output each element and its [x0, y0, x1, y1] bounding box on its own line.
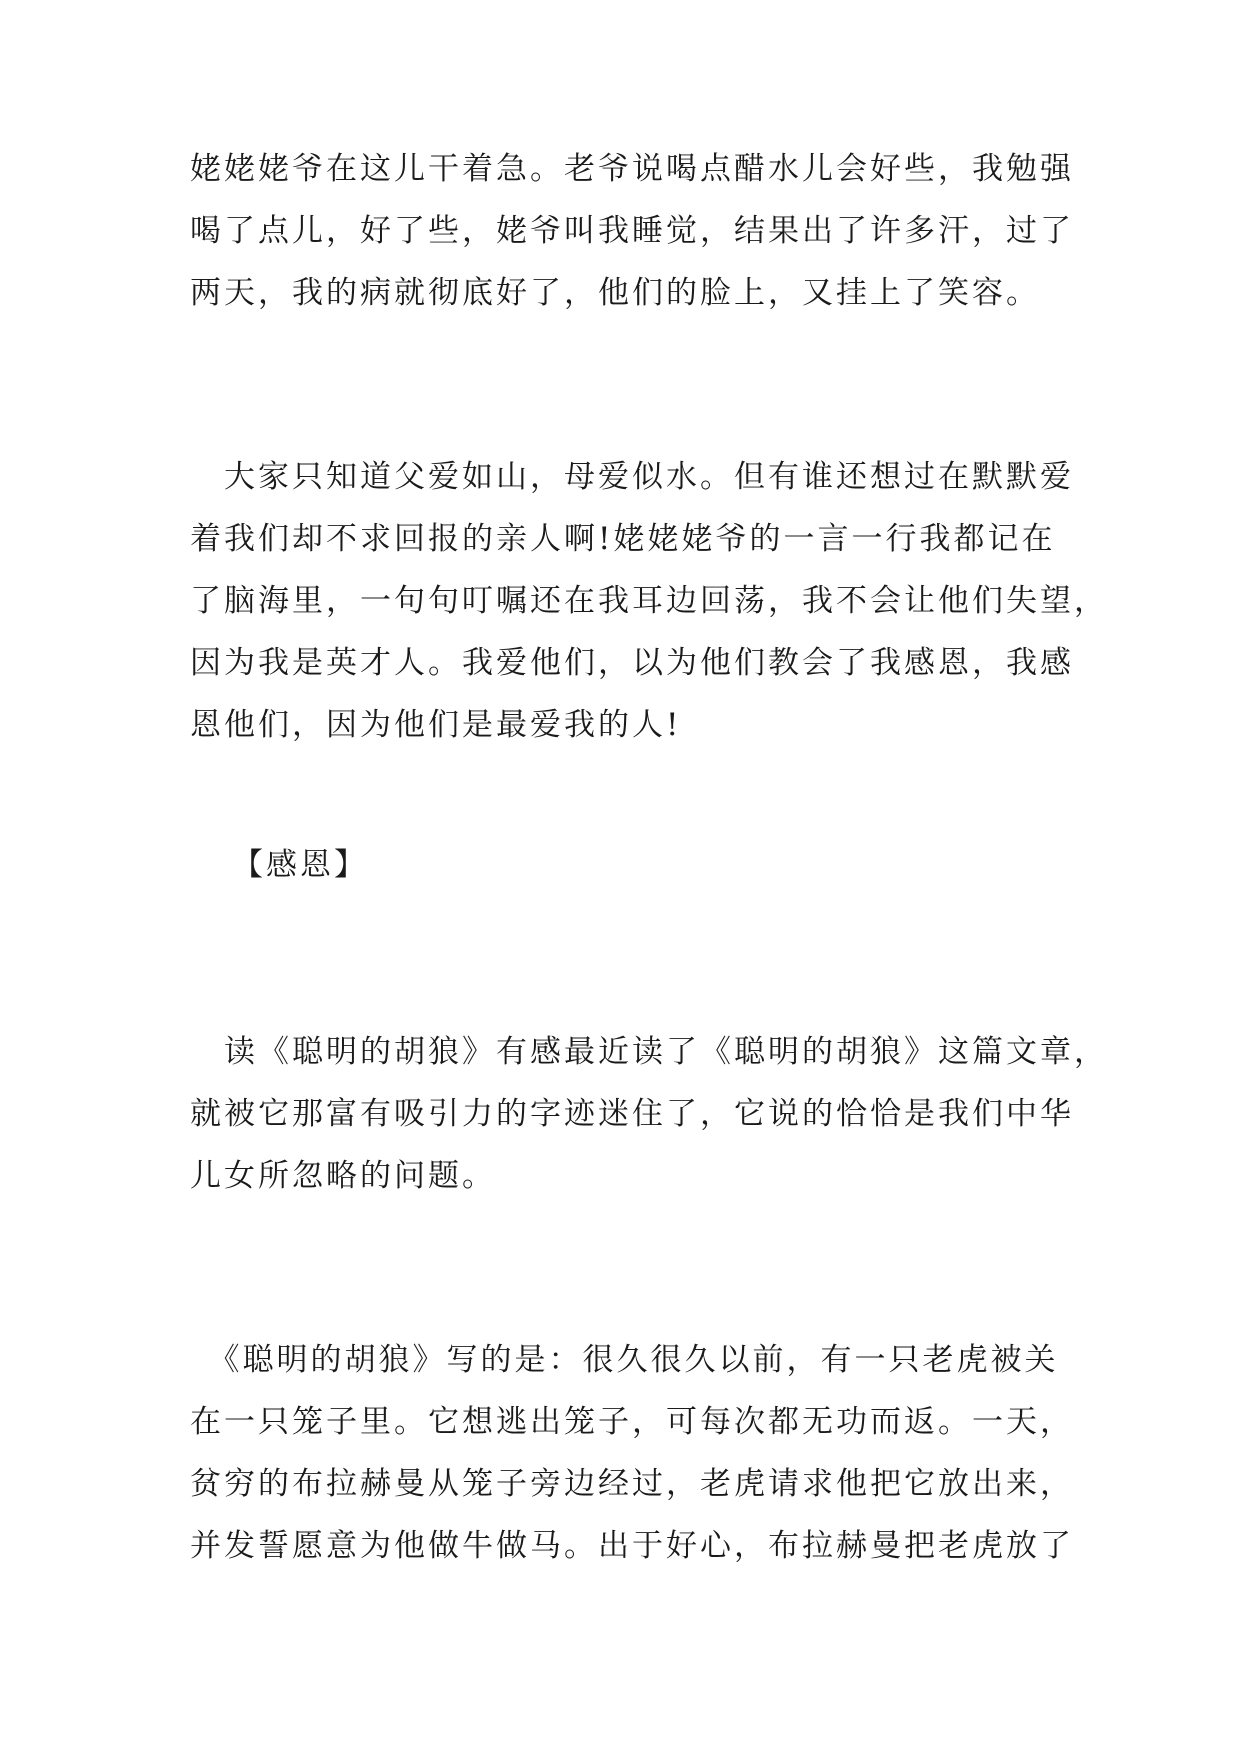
paragraph-3	[190, 1021, 1108, 1207]
text-line: 在一只笼子里。它想逃出笼子，可每次都无功而返。一天，	[190, 1404, 1074, 1440]
text-line: 读《聪明的胡狼》有感最近读了《聪明的胡狼》这篇文章，	[190, 1034, 1108, 1070]
text-line: 就被它那富有吸引力的字迹迷住了，它说的恰恰是我们中华	[190, 1096, 1074, 1132]
text-line: 两天，我的病就彻底好了，他们的脸上，又挂上了笑容。	[190, 275, 1040, 311]
text-line: 着我们却不求回报的亲人啊!姥姥姥爷的一言一行我都记在	[190, 521, 1056, 557]
text-line: 大家只知道父爱如山，母爱似水。但有谁还想过在默默爱	[190, 459, 1074, 495]
paragraph-2	[190, 446, 1108, 756]
text-line: 恩他们，因为他们是最爱我的人!	[190, 707, 682, 743]
text-line: 喝了点儿，好了些，姥爷叫我睡觉，结果出了许多汗，过了	[190, 213, 1074, 249]
text-line: 姥姥姥爷在这儿干着急。老爷说喝点醋水儿会好些，我勉强	[190, 151, 1074, 187]
text-line: 贫穷的布拉赫曼从笼子旁边经过，老虎请求他把它放出来，	[190, 1466, 1074, 1502]
paragraph-4	[190, 1329, 1074, 1577]
section-heading: 【感恩】	[232, 847, 368, 883]
text-line: 儿女所忽略的问题。	[190, 1158, 496, 1194]
text-line: 因为我是英才人。我爱他们，以为他们教会了我感恩，我感	[190, 645, 1074, 681]
text-line: 《聪明的胡狼》写的是：很久很久以前，有一只老虎被关	[190, 1342, 1059, 1378]
paragraph-1	[190, 138, 1074, 324]
text-line: 并发誓愿意为他做牛做马。出于好心，布拉赫曼把老虎放了	[190, 1528, 1074, 1564]
text-line: 了脑海里，一句句叮嘱还在我耳边回荡，我不会让他们失望，	[190, 583, 1108, 619]
